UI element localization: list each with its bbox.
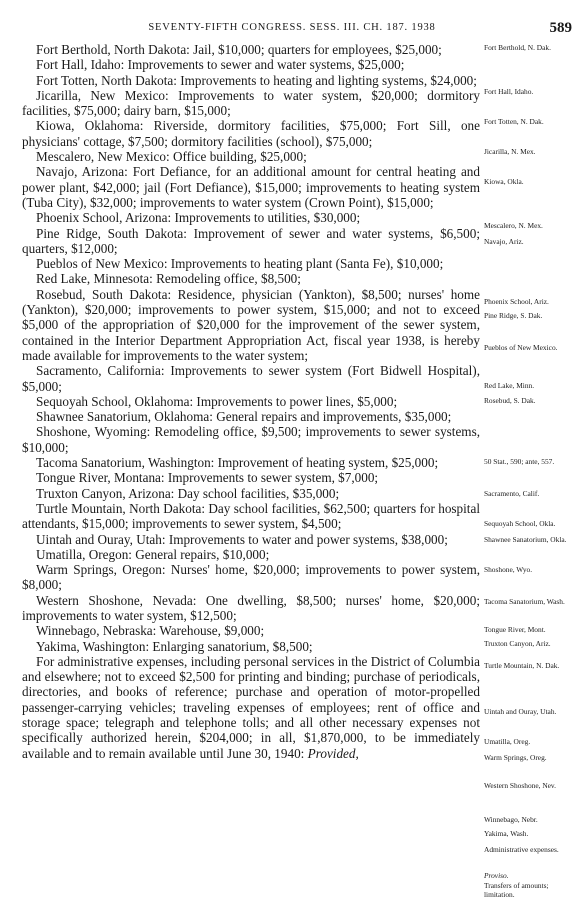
- paragraph-rosebud: Rosebud, South Dakota: Residence, physician (Yankton), $8,500; nurses' home (Yankton), $20,000; improvements to power system, $15,000; and not to exceed $5,000 of the appropriation of $20,000 for the improvement of the sewer system, contained in the Interior Department Appropriation Act, fiscal year 1938, is hereby made available for improvements to the water system;: [22, 286, 480, 363]
- proviso-word: Provided,: [307, 745, 359, 761]
- page-number: 589: [549, 20, 572, 36]
- paragraph-fort-berthold: Fort Berthold, North Dakota: Jail, $10,000; quarters for employees, $25,000;: [36, 42, 442, 57]
- margin-note-proviso: Proviso.: [484, 871, 509, 880]
- margin-note-tongue-river: Tongue River, Mont.: [484, 625, 546, 634]
- margin-note-navajo: Navajo, Ariz.: [484, 237, 524, 246]
- margin-note-mescalero: Mescalero, N. Mex.: [484, 221, 543, 230]
- administrative-expenses-text: For administrative expenses, including personal services in the District of Columbia and elsewhere; not to exceed $2,500 for printing and binding; purchase of periodicals, directories, and books of reference; purchase and operation of motor-propelled passenger-carrying vehicles; traveling expenses of employees; rent of office and storage space; telegraph and telephone tolls; and all other necessary expenses not specifically authorized herein, $204,000; in all, $1,870,000, to be immediately available and to remain available until June 30, 1940:: [22, 653, 480, 761]
- paragraph-mescalero: Mescalero, New Mexico: Office building, $25,000;: [36, 149, 307, 165]
- page-header: [0, 20, 582, 36]
- paragraph-western-shoshone: Western Shoshone, Nevada: One dwelling, $8,500; nurses' home, $20,000; improvements to water system, $12,500;: [22, 592, 480, 623]
- margin-note-fort-berthold: Fort Berthold, N. Dak.: [484, 43, 551, 52]
- margin-note-uintah-ouray: Uintah and Ouray, Utah.: [484, 707, 557, 716]
- running-head: SEVENTY-FIFTH CONGRESS. SESS. III. CH. 187. 1938: [148, 22, 436, 33]
- paragraph-kiowa: Kiowa, Oklahoma: Riverside, dormitory facilities, $75,000; Fort Sill, one physicians' cottage, $7,500; dormitory facilities (school), $75,000;: [22, 118, 480, 149]
- paragraph-warm-springs: Warm Springs, Oregon: Nurses' home, $20,000; improvements to power system, $8,000;: [22, 562, 480, 593]
- margin-note-statute-reference: 50 Stat., 590; ante, 557.: [484, 457, 555, 466]
- margin-note-umatilla: Umatilla, Oreg.: [484, 737, 531, 746]
- margin-note-turtle-mountain: Turtle Mountain, N. Dak.: [484, 661, 560, 670]
- paragraph-shoshone: Shoshone, Wyoming: Remodeling office, $9,500; improvements to sewer systems, $10,000;: [22, 424, 480, 455]
- paragraph-pueblos: Pueblos of New Mexico: Improvements to heating plant (Santa Fe), $10,000;: [36, 256, 444, 272]
- body-text: [22, 42, 480, 761]
- paragraph-jicarilla: Jicarilla, New Mexico: Improvements to water system, $20,000; dormitory facilities, $75,000; dairy barn, $15,000;: [22, 87, 480, 119]
- margin-note-transfers: Transfers of amounts; limitation.: [484, 881, 549, 899]
- paragraph-red-lake: Red Lake, Minnesota: Remodeling office, $8,500;: [36, 271, 301, 287]
- paragraph-yakima: Yakima, Washington: Enlarging sanatorium, $8,500;: [36, 638, 313, 654]
- paragraph-uintah-ouray: Uintah and Ouray, Utah: Improvements to water and power systems, $38,000;: [36, 531, 448, 547]
- paragraph-truxton-canyon: Truxton Canyon, Arizona: Day school facilities, $35,000;: [36, 485, 340, 501]
- paragraph-phoenix-school: Phoenix School, Arizona: Improvements to utilities, $30,000;: [36, 210, 361, 226]
- margin-note-tacoma: Tacoma Sanatorium, Wash.: [484, 597, 565, 606]
- margin-note-phoenix-school: Phoenix School, Ariz.: [484, 297, 549, 306]
- paragraph-navajo: Navajo, Arizona: Fort Defiance, for an additional amount for central heating and power plant, $42,000; jail (Fort Defiance), $15,000; improvements to heating system (Tuba City), $32,000; improvements to water system (Crown Point), $15,000;: [22, 164, 480, 210]
- paragraph-turtle-mountain: Turtle Mountain, North Dakota: Day school facilities, $62,500; quarters for hospital attendants, $15,000; improvements to sewer system, $4,500;: [22, 500, 480, 532]
- margin-note-rosebud: Rosebud, S. Dak.: [484, 396, 536, 405]
- margin-note-winnebago: Winnebago, Nebr.: [484, 815, 538, 824]
- margin-note-warm-springs: Warm Springs, Oreg.: [484, 753, 547, 762]
- margin-note-yakima: Yakima, Wash.: [484, 829, 529, 838]
- paragraph-fort-totten: Fort Totten, North Dakota: Improvements to heating and lighting systems, $24,000;: [36, 72, 477, 88]
- paragraph-shawnee: Shawnee Sanatorium, Oklahoma: General repairs and improvements, $35,000;: [36, 409, 452, 425]
- margin-note-sacramento: Sacramento, Calif.: [484, 489, 540, 498]
- margin-note-sequoyah: Sequoyah School, Okla.: [484, 519, 556, 528]
- margin-note-jicarilla: Jicarilla, N. Mex.: [484, 147, 536, 156]
- margin-note-administrative-expenses: Administrative expenses.: [484, 845, 559, 854]
- paragraph-administrative-expenses: [22, 654, 480, 761]
- margin-note-fort-totten: Fort Totten, N. Dak.: [484, 117, 544, 126]
- margin-note-shoshone: Shoshone, Wyo.: [484, 565, 533, 574]
- margin-note-kiowa: Kiowa, Okla.: [484, 177, 524, 186]
- paragraph-winnebago: Winnebago, Nebraska: Warehouse, $9,000;: [36, 623, 265, 639]
- margin-note-truxton-canyon: Truxton Canyon, Ariz.: [484, 639, 551, 648]
- margin-note-red-lake: Red Lake, Minn.: [484, 381, 535, 390]
- paragraph-sacramento: Sacramento, California: Improvements to sewer system (Fort Bidwell Hospital), $5,000;: [22, 363, 480, 394]
- paragraph-tongue-river: Tongue River, Montana: Improvements to sewer system, $7,000;: [36, 470, 379, 486]
- margin-note-fort-hall: Fort Hall, Idaho.: [484, 87, 534, 96]
- paragraph-pine-ridge: Pine Ridge, South Dakota: Improvement of sewer and water systems, $6,500; quarters, $12,000;: [22, 225, 480, 256]
- paragraph-fort-hall: Fort Hall, Idaho: Improvements to sewer and water systems, $25,000;: [36, 57, 405, 73]
- margin-note-shawnee: Shawnee Sanatorium, Okla.: [484, 535, 567, 544]
- paragraph-umatilla: Umatilla, Oregon: General repairs, $10,000;: [36, 546, 270, 562]
- paragraph-sequoyah: Sequoyah School, Oklahoma: Improvements to power lines, $5,000;: [36, 393, 398, 409]
- paragraph-tacoma: Tacoma Sanatorium, Washington: Improvement of heating system, $25,000;: [36, 455, 439, 471]
- margin-note-pueblos: Pueblos of New Mexico.: [484, 343, 558, 352]
- margin-note-western-shoshone: Western Shoshone, Nev.: [484, 781, 556, 790]
- margin-note-pine-ridge: Pine Ridge, S. Dak.: [484, 311, 543, 320]
